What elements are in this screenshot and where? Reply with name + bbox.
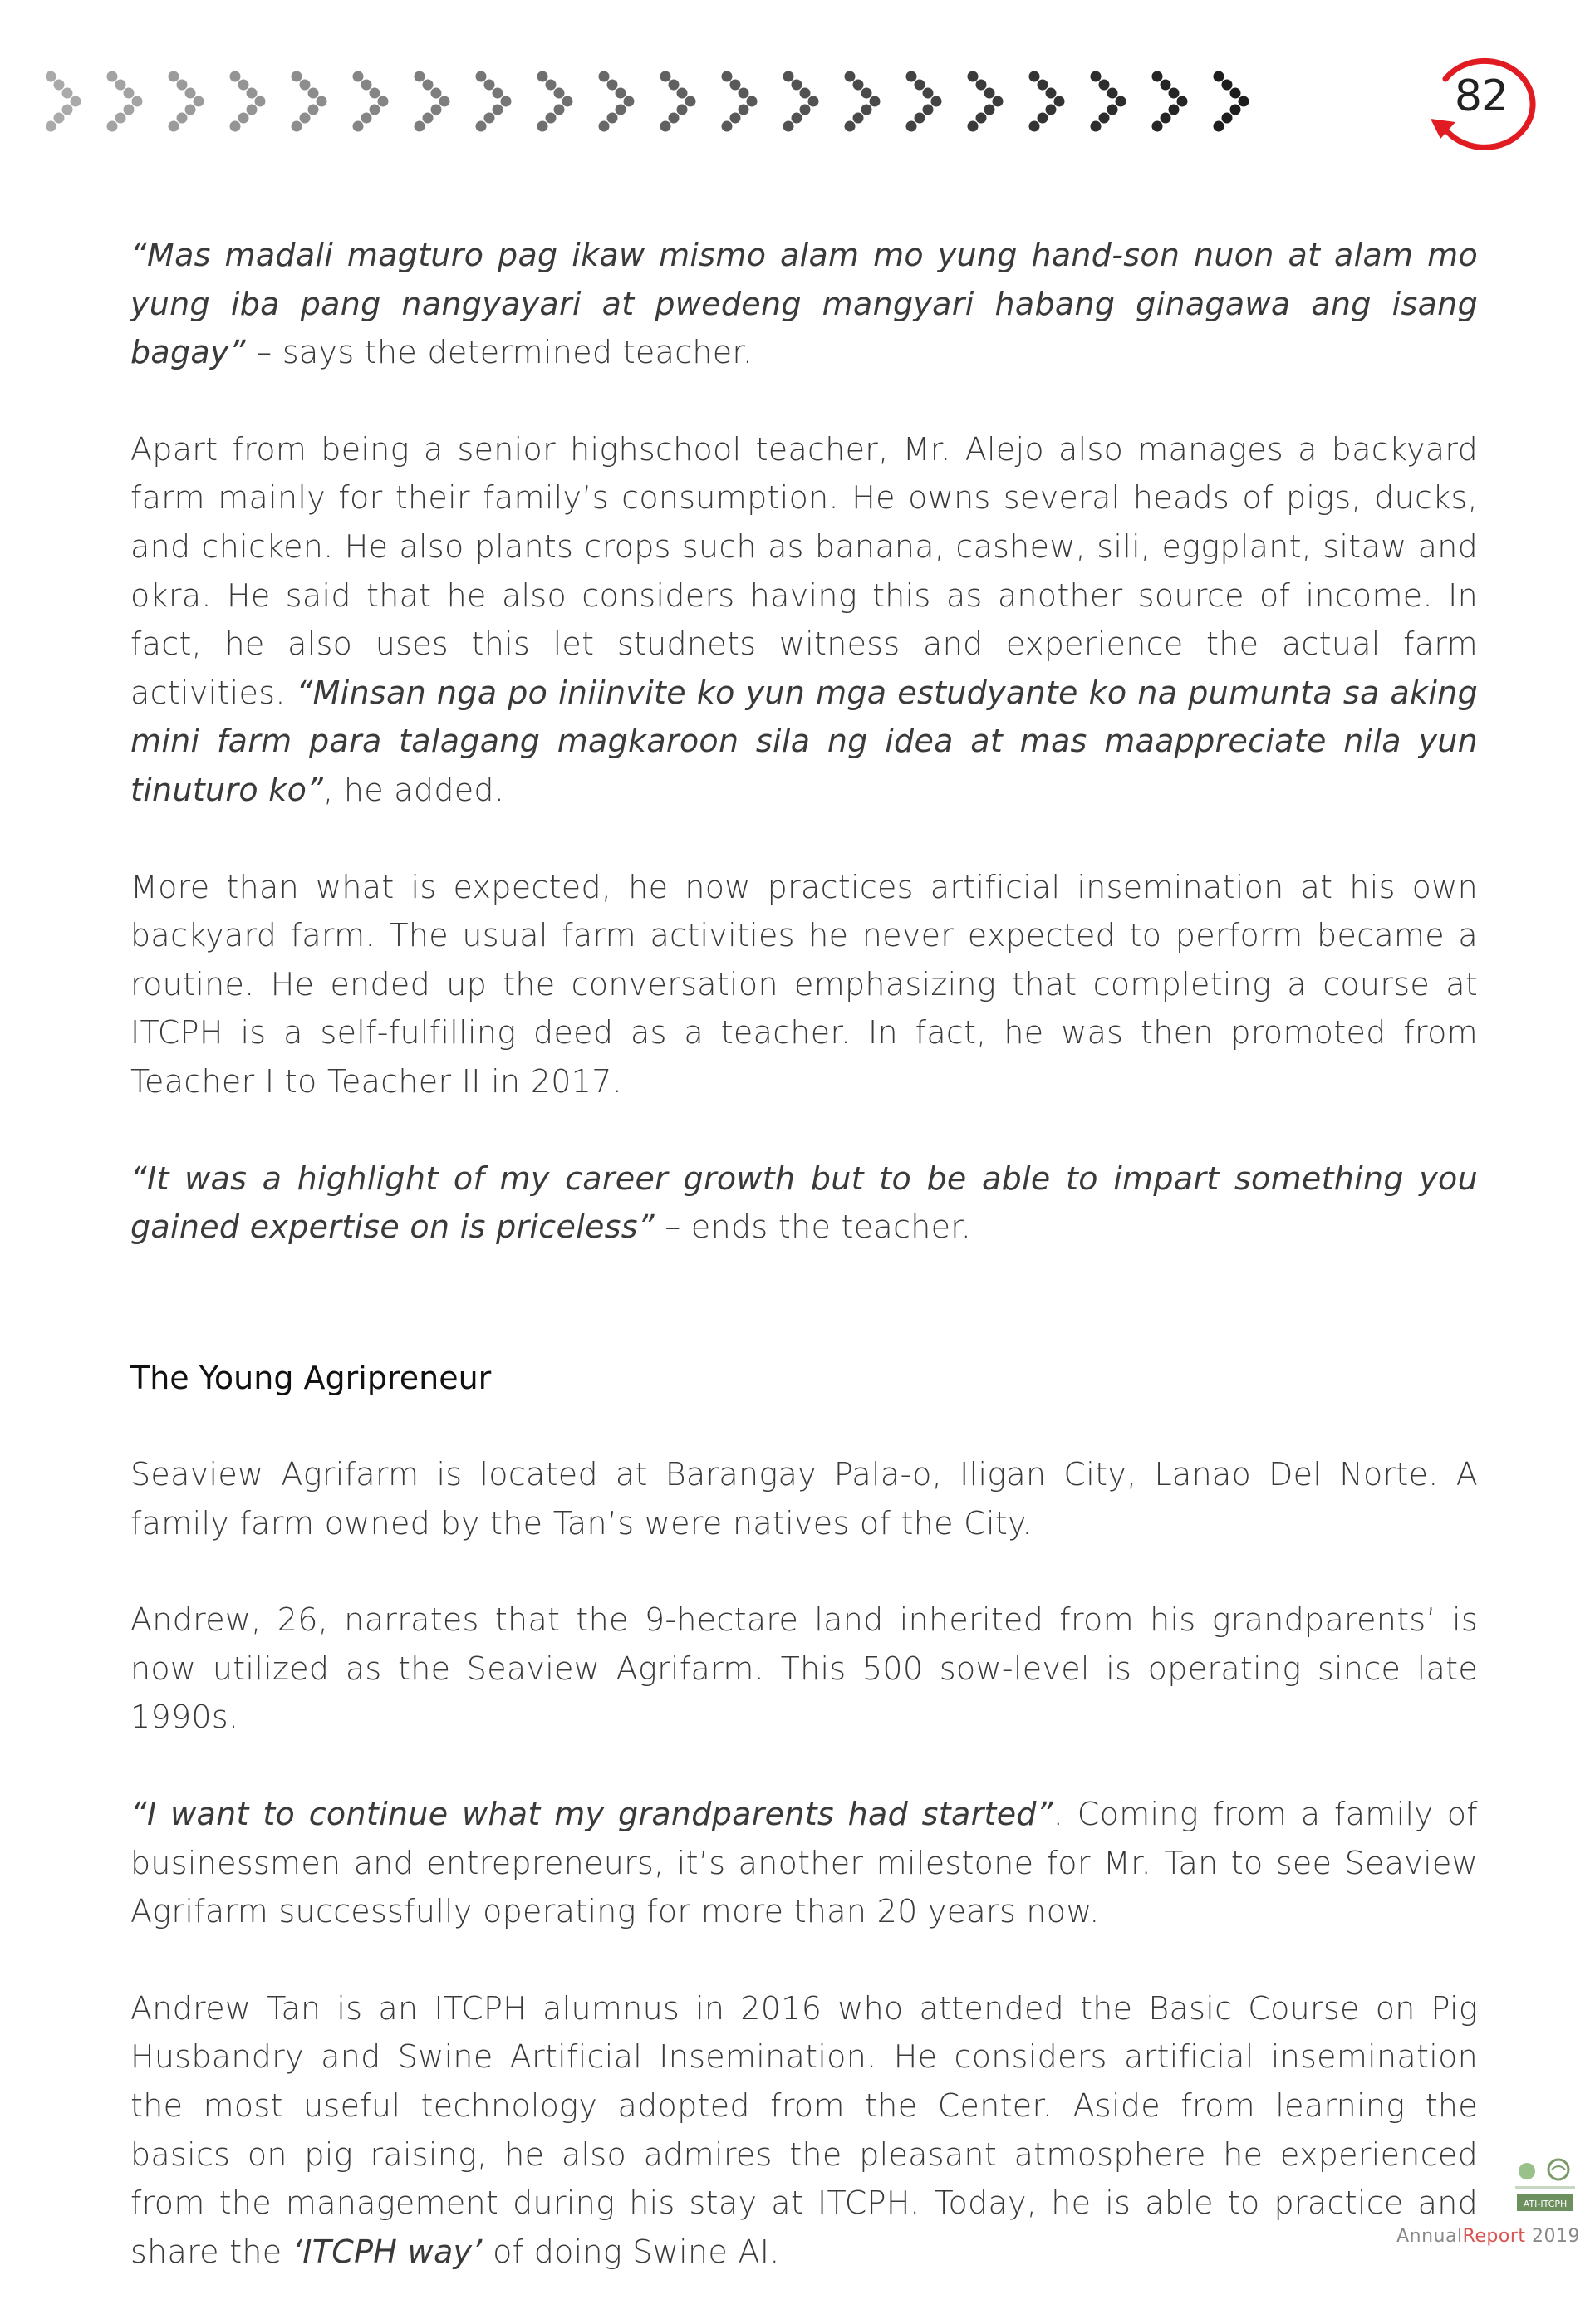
quote-text: “Minsan nga po iniinvite ko yun mga estudyante ko na pumunta sa aking mini farm para talagang magkaroon sila ng idea at mas maappreciate nila yun tinuturo ko” <box>130 674 1478 808</box>
paragraph-text: Apart from being a senior highschool teacher, Mr. Alejo also manages a backyard farm mainly for their family’s consumption. He owns several heads of pigs, ducks, and chicken. He also plants crops such as banana, cashew, sili, eggplant, sitaw and okra. He said that he also considers having this as another source of income. In fact, he also uses this let studnets witness and experience the actual farm activities. <box>130 430 1478 711</box>
chevron-row <box>46 68 1292 135</box>
paragraph-grandparents-quote <box>130 1790 1478 1936</box>
ati-itcph-logo-icon <box>1512 2155 1578 2218</box>
chevron-right-icon <box>906 71 942 132</box>
annual-report-label <box>1379 2226 1580 2247</box>
paragraph-text: Andrew Tan is an ITCPH alumnus in 2016 who attended the Basic Course on Pig Husbandry and Swine Artificial Insemination. He considers artificial insemination the most useful technology adopted from the Center. Aside from learning the basics on pig raising, he also admires the pleasant atmosphere he experienced from the management during his stay at ITCPH. Today, he is able to practice and share the <box>130 1989 1478 2270</box>
chevron-right-icon <box>415 71 450 132</box>
chevron-right-icon <box>599 71 635 132</box>
page-header <box>0 0 1595 199</box>
chevron-right-icon <box>1091 71 1126 132</box>
chevron-right-icon <box>46 71 81 132</box>
chevron-right-icon <box>292 71 327 132</box>
paragraph-teacher-quote <box>130 231 1478 377</box>
chevron-right-icon <box>230 71 266 132</box>
chevron-right-icon <box>968 71 1004 132</box>
paragraph-text: of doing Swine AI. <box>482 2233 780 2270</box>
paragraph-text: , he added. <box>323 771 505 808</box>
quote-text: ‘ITCPH way’ <box>292 2233 483 2270</box>
chevron-right-icon <box>783 71 819 132</box>
footer-year: 2019 <box>1525 2226 1580 2247</box>
paragraph-artificial-insemination: More than what is expected, he now practices artificial insemination at his own backyard farm. The usual farm activities he never expected to perform became a routine. He ended up the conversation emphasizing that completing a course at ITCPH is a self-fulfilling deed as a teacher. In fact, he was then promoted from Teacher I to Teacher II in 2017. <box>130 868 1478 1100</box>
chevron-right-icon <box>1152 71 1188 132</box>
paragraph-text: – says the determined teacher. <box>245 334 753 371</box>
chevron-right-icon <box>107 71 143 132</box>
quote-text: “I want to continue what my grandparents had started” <box>130 1795 1053 1832</box>
paragraph-andrew-land: Andrew, 26, narrates that the 9-hectare land inherited from his grandparents’ is now utilized as the Seaview Agrifarm. This 500 sow-level is operating since late 1990s. <box>130 1601 1478 1736</box>
footer-annual: Annual <box>1396 2226 1463 2247</box>
chevron-right-icon <box>660 71 696 132</box>
paragraph-seaview-location: Seaview Agrifarm is located at Barangay Pala-o, Iligan City, Lanao Del Norte. A family farm owned by the Tan’s were natives of the City. <box>130 1456 1478 1542</box>
article-young-agripreneur <box>130 1354 1478 2324</box>
paragraph-itcph-alumnus <box>130 1984 1478 2277</box>
chevron-right-icon <box>1214 71 1249 132</box>
chevron-right-icon <box>476 71 512 132</box>
footer-report: Report <box>1462 2226 1526 2247</box>
chevron-right-icon <box>537 71 573 132</box>
logo-lettering: ATI-ITCPH <box>1523 2199 1568 2209</box>
section-heading: The Young Agripreneur <box>130 1360 492 1396</box>
page-number: 82 <box>1454 71 1509 121</box>
chevron-right-icon <box>169 71 204 132</box>
chevron-right-icon <box>1029 71 1065 132</box>
paragraph-text: . Coming from a family of businessmen and entrepreneurs, it’s another milestone for Mr. Tan to see Seaview Agrifarm successfully operating for more than 20 years now. <box>130 1795 1478 1930</box>
chevron-right-icon <box>722 71 758 132</box>
quote-text: “Mas madali magturo pag ikaw mismo alam mo yung hand-son nuon at alam mo yung iba pang nangyayari at pwedeng mangyari habang ginagawa ang isang bagay” <box>130 237 1478 371</box>
chevron-right-icon <box>845 71 881 132</box>
paragraph-backyard-farm <box>130 425 1478 815</box>
quote-text: “It was a highlight of my career growth but to be able to impart something you gained expertise on is priceless” <box>130 1160 1478 1246</box>
chevron-right-icon <box>353 71 389 132</box>
paragraph-closing-quote <box>130 1155 1478 1252</box>
article-continuation <box>130 231 1478 1300</box>
paragraph-text: – ends the teacher. <box>654 1209 972 1246</box>
